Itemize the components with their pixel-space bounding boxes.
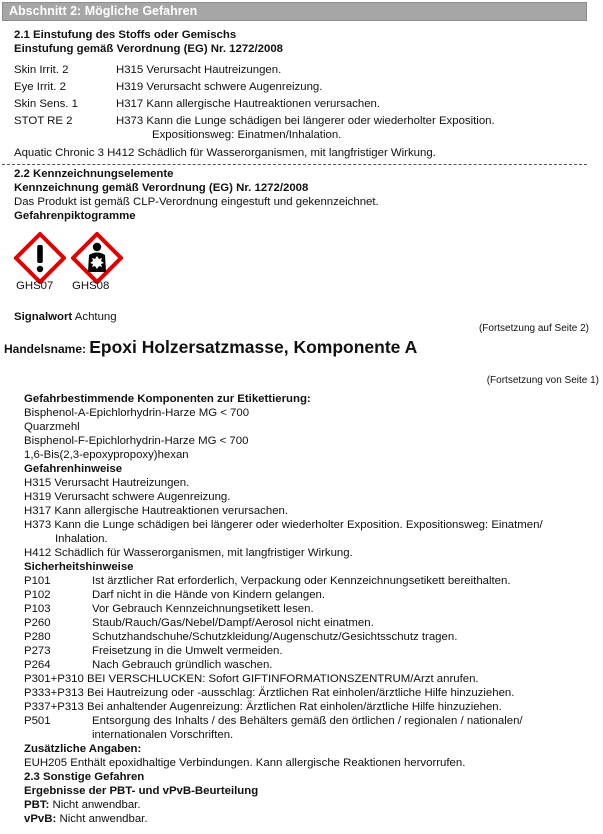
classification-row [14, 81, 322, 95]
vpvb-label: vPvB: [24, 813, 57, 825]
component-item: Bisphenol-A-Epichlorhydrin-Harze MG < 700 [24, 407, 250, 419]
signal-word [14, 311, 117, 325]
hazard-item: H412 Schädlich für Wasserorganismen, mit langfristiger Wirkung. [24, 547, 353, 559]
class-text: H315 Verursacht Hautreizungen. [116, 64, 282, 76]
component-item: 1,6-Bis(2,3-epoxypropoxy)hexan [24, 449, 189, 461]
signal-label: Signalwort [14, 311, 73, 323]
p-text: Darf nicht in die Hände von Kindern gelangen. [92, 589, 326, 601]
s23-subtitle: Ergebnisse der PBT- und vPvB-Beurteilung [24, 785, 259, 797]
component-item: Quarzmehl [24, 421, 80, 433]
safety-combined-item: P333+P313 Bei Hautreizung oder -ausschlag: Ärztlichen Rat einholen/ärztliche Hilfe hinzuziehen. [24, 687, 515, 699]
classification-row [14, 115, 495, 129]
trade-name-line [4, 337, 418, 358]
p-code: P260 [24, 617, 51, 629]
class-text: H373 Kann die Lunge schädigen bei längerer oder wiederholter Exposition. [116, 115, 495, 127]
p-code: P280 [24, 631, 51, 643]
safety-combined-item: P301+P310 BEI VERSCHLUCKEN: Sofort GIFTINFORMATIONSZENTRUM/Arzt anrufen. [24, 673, 479, 685]
aquatic-line: Aquatic Chronic 3 H412 Schädlich für Wasserorganismen, mit langfristiger Wirkung. [14, 147, 436, 159]
safety-item [24, 645, 283, 659]
p-code: P273 [24, 645, 51, 657]
class-text-cont: Expositionsweg: Einatmen/Inhalation. [152, 129, 342, 141]
section-header-title: Abschnitt 2: Mögliche Gefahren [9, 4, 198, 18]
p-text-cont: internationalen Vorschriften. [92, 729, 234, 741]
hazard-item: H315 Verursacht Hautreizungen. [24, 477, 190, 489]
pictogram-label: GHS08 [72, 280, 110, 292]
continued-on: (Fortsetzung auf Seite 2) [478, 323, 589, 334]
p-code: P103 [24, 603, 51, 615]
safety-item [24, 659, 272, 673]
safety-item [24, 715, 523, 729]
pbt-line [24, 799, 141, 813]
p-code: P501 [24, 715, 51, 727]
exclamation-mark-pictogram-icon [14, 232, 66, 284]
class-code: Skin Sens. 1 [14, 98, 78, 110]
trade-label: Handelsname: [4, 342, 87, 356]
clp-statement: Das Produkt ist gemäß CLP-Verordnung eingestuft und gekennzeichnet. [14, 196, 379, 208]
hazard-item: H317 Kann allergische Hautreaktionen verursachen. [24, 505, 289, 517]
p-text: Entsorgung des Inhalts / des Behälters gemäß den örtlichen / regionalen / nationalen/ [92, 715, 523, 727]
classification-row [14, 64, 281, 78]
s22-subtitle: Kennzeichnung gemäß Verordnung (EG) Nr. 1272/2008 [14, 182, 309, 194]
p-text: Freisetzung in die Umwelt vermeiden. [92, 645, 283, 657]
s22-title: 2.2 Kennzeichnungselemente [14, 168, 174, 180]
component-item: Bisphenol-F-Epichlorhydrin-Harze MG < 700 [24, 435, 249, 447]
trade-name: Epoxi Holzersatzmasse, Komponente A [89, 337, 418, 357]
pbt-value: Nicht anwendbar. [52, 799, 141, 811]
hazard-item-cont: Inhalation. [55, 533, 108, 545]
s21-title: 2.1 Einstufung des Stoffs oder Gemischs [14, 29, 237, 41]
p-text: Ist ärztlicher Rat erforderlich, Verpackung oder Kennzeichnungsetikett bereithalten. [92, 575, 511, 587]
safety-item [24, 589, 325, 603]
safety-item [24, 603, 314, 617]
class-text: H319 Verursacht schwere Augenreizung. [116, 81, 323, 93]
classification-row [14, 98, 380, 112]
safety-item [24, 631, 457, 645]
safety-combined-item: P337+P313 Bei anhaltender Augenreizung: Ärztlichen Rat einholen/ärztliche Hilfe hinzuziehen. [24, 701, 502, 713]
vpvb-value: Nicht anwendbar. [59, 813, 148, 825]
p-code: P101 [24, 575, 51, 587]
class-code: STOT RE 2 [14, 115, 73, 127]
vpvb-line [24, 813, 147, 827]
additional-text: EUH205 Enthält epoxidhaltige Verbindungen. Kann allergische Reaktionen hervorrufen. [24, 757, 466, 769]
s23-title: 2.3 Sonstige Gefahren [24, 771, 145, 783]
s21-subtitle: Einstufung gemäß Verordnung (EG) Nr. 1272/2008 [14, 43, 284, 55]
class-text: H317 Kann allergische Hautreaktionen verursachen. [116, 98, 381, 110]
signal-value: Achtung [74, 311, 117, 323]
hazard-item: H319 Verursacht schwere Augenreizung. [24, 491, 231, 503]
p-text: Schutzhandschuhe/Schutzkleidung/Augenschutz/Gesichtsschutz tragen. [92, 631, 458, 643]
hazard-item: H373 Kann die Lunge schädigen bei längerer oder wiederholter Exposition. Expositionsweg: Einatmen/ [24, 519, 543, 531]
pictogram-label: GHS07 [16, 280, 54, 292]
class-code: Skin Irrit. 2 [14, 64, 69, 76]
pbt-label: PBT: [24, 799, 50, 811]
safety-item [24, 575, 511, 589]
safety-title: Sicherheitshinweise [24, 561, 134, 573]
pictograms-title: Gefahrenpiktogramme [14, 210, 136, 222]
p-code: P264 [24, 659, 51, 671]
p-text: Vor Gebrauch Kennzeichnungsetikett lesen. [92, 603, 314, 615]
components-title: Gefahrbestimmende Komponenten zur Etikettierung: [24, 393, 311, 405]
health-hazard-pictogram-icon [71, 232, 123, 284]
continued-from: (Fortsetzung von Seite 1) [486, 375, 599, 386]
p-text: Staub/Rauch/Gas/Nebel/Dampf/Aerosol nicht einatmen. [92, 617, 374, 629]
hazards-title: Gefahrenhinweise [24, 463, 123, 475]
section-header [2, 2, 587, 21]
divider [2, 164, 587, 165]
p-text: Nach Gebrauch gründlich waschen. [92, 659, 273, 671]
p-code: P102 [24, 589, 51, 601]
additional-title: Zusätzliche Angaben: [24, 743, 142, 755]
safety-item [24, 617, 374, 631]
class-code: Eye Irrit. 2 [14, 81, 66, 93]
